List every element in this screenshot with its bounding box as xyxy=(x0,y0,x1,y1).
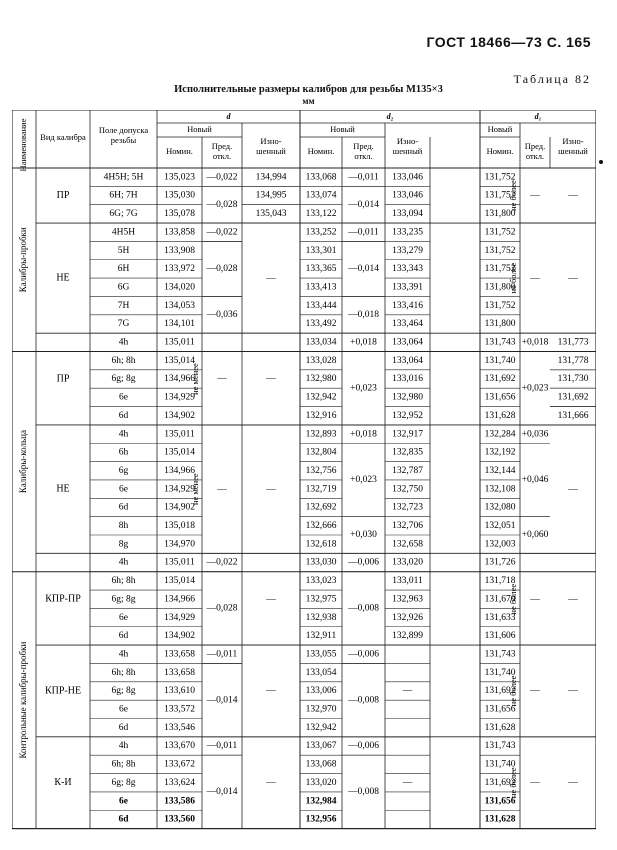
d2-nominal: 132,916 xyxy=(305,410,337,421)
d1-tolerance: +0,060 xyxy=(521,530,549,541)
d1-worn: 131,666 xyxy=(557,410,589,421)
d2-worn: 132,658 xyxy=(392,539,423,550)
d1-nominal: 132,192 xyxy=(484,447,516,458)
d2-nominal: 132,942 xyxy=(305,722,337,733)
d2-nominal: 133,122 xyxy=(305,209,337,220)
d-nominal: 134,929 xyxy=(164,392,195,403)
d2-worn: 132,723 xyxy=(392,502,423,513)
tol-field: 6h; 8h xyxy=(111,576,136,587)
d-tolerance: —0,014 xyxy=(206,695,238,706)
d2-worn: 133,391 xyxy=(392,282,423,293)
d2-nominal: 133,020 xyxy=(305,777,337,788)
d1-nominal: 131,628 xyxy=(484,410,516,421)
header-name: Наименование xyxy=(17,118,28,172)
d2-tolerance: +0,023 xyxy=(350,383,377,394)
tol-field: 6G xyxy=(117,282,130,293)
d2-worn: 132,750 xyxy=(392,484,423,495)
d-tolerance: — xyxy=(217,484,227,495)
d2-worn: 133,064 xyxy=(392,355,423,366)
d1-nominal: 131,606 xyxy=(484,631,516,642)
d1-nominal: 131,628 xyxy=(484,722,516,733)
d1-nominal: 131,692 xyxy=(484,686,516,697)
d1-nominal: 131,743 xyxy=(484,337,516,348)
tol-field: 6h; 8h xyxy=(111,759,136,770)
d1-tolerance: +0,046 xyxy=(521,475,549,486)
d2-nominal: 132,719 xyxy=(305,484,337,495)
d2-tolerance: +0,018 xyxy=(350,429,377,440)
d2-tolerance: +0,018 xyxy=(350,337,377,348)
d-nominal: 133,546 xyxy=(164,722,195,733)
header-tol-field: резьбы xyxy=(110,134,137,145)
d-nominal: 135,011 xyxy=(164,557,195,568)
d-worn: — xyxy=(266,374,276,385)
d2-worn: 132,835 xyxy=(392,447,423,458)
d1-nominal: 131,752 xyxy=(484,264,516,275)
d-nominal: 134,929 xyxy=(164,484,195,495)
tol-field: 6e xyxy=(119,392,128,403)
d2-nominal: 132,666 xyxy=(305,521,337,532)
d2-nominal: 133,067 xyxy=(305,741,337,752)
d1-nominal: 131,743 xyxy=(484,649,516,660)
header-pred: Пред. xyxy=(353,140,374,151)
d2-tolerance: —0,014 xyxy=(348,199,379,210)
d-tolerance: —0,028 xyxy=(206,603,238,614)
d2-nominal: 133,028 xyxy=(305,355,337,366)
d-tolerance: — xyxy=(217,374,227,385)
d-nominal: 134,970 xyxy=(164,539,195,550)
d1-nominal: 131,752 xyxy=(484,172,516,183)
limit-note: не более xyxy=(507,262,518,294)
d-nominal: 134,020 xyxy=(164,282,195,293)
header-worn: шенный xyxy=(256,145,286,156)
d-nominal: 133,624 xyxy=(164,777,195,788)
d2-tolerance: —0,006 xyxy=(348,741,379,752)
d1-nominal: 131,692 xyxy=(484,374,516,385)
d2-tolerance: —0,006 xyxy=(348,557,379,568)
d1-tolerance: — xyxy=(530,594,540,605)
d2-nominal: 133,068 xyxy=(305,172,337,183)
limit-note: не более xyxy=(507,767,518,799)
d2-nominal: 133,068 xyxy=(305,759,337,770)
tol-field: 8h xyxy=(118,521,129,532)
page-header xyxy=(0,0,617,106)
tol-field: 7H xyxy=(117,300,130,311)
d1-nominal: 131,726 xyxy=(484,557,516,568)
d2-worn: 132,787 xyxy=(392,465,423,476)
header-pred: откл. xyxy=(354,150,373,161)
d-nominal: 135,014 xyxy=(164,576,195,587)
d-worn: — xyxy=(266,777,276,788)
header-tol-field: Поле допуска xyxy=(98,124,149,135)
d1-nominal: 131,656 xyxy=(484,392,516,403)
d2-worn: 133,235 xyxy=(392,227,423,238)
d-nominal: 134,902 xyxy=(164,502,195,513)
d2-nominal: 133,413 xyxy=(305,282,337,293)
d1-tolerance: — xyxy=(530,686,540,697)
d1-worn: — xyxy=(568,273,578,284)
d2-nominal: 133,365 xyxy=(305,264,337,275)
header-d: d xyxy=(226,111,231,121)
d2-nominal: 133,444 xyxy=(305,300,337,311)
d-tolerance: —0,028 xyxy=(206,199,238,210)
d1-tolerance: +0,036 xyxy=(521,429,549,440)
kind-label: НЕ xyxy=(56,483,70,495)
d2-tolerance: —0,008 xyxy=(348,695,379,706)
header-worn: Изно- xyxy=(396,135,419,146)
tol-field: 6d xyxy=(118,814,129,825)
limit-note: не менее xyxy=(189,363,200,395)
d2-worn: 133,416 xyxy=(392,300,423,311)
header-d2: d₂ xyxy=(386,111,394,121)
d1-nominal: 132,080 xyxy=(484,502,516,513)
d-nominal: 133,670 xyxy=(164,741,195,752)
header-d1: d₁ xyxy=(534,111,542,121)
d-nominal: 134,966 xyxy=(164,465,195,476)
d-nominal: 133,610 xyxy=(164,686,195,697)
d-worn: 134,994 xyxy=(255,172,287,183)
tol-field: 5H xyxy=(117,245,130,256)
header-worn: шенный xyxy=(558,145,588,156)
d2-tolerance: —0,018 xyxy=(348,309,379,320)
d1-tolerance: — xyxy=(530,273,540,284)
d-nominal: 134,902 xyxy=(164,410,195,421)
tol-field: 6G; 7G xyxy=(109,209,138,220)
d-nominal: 133,658 xyxy=(164,649,195,660)
d1-worn: — xyxy=(568,190,578,201)
d-nominal: 135,011 xyxy=(164,337,195,348)
d-tolerance: —0,036 xyxy=(206,309,238,320)
header-kind: Вид калибра xyxy=(40,131,86,142)
d-worn: — xyxy=(266,594,276,605)
d2-tolerance: —0,006 xyxy=(348,649,379,660)
d-tolerance: —0,028 xyxy=(206,264,238,275)
d1-nominal: 131,752 xyxy=(484,245,516,256)
margin-mark xyxy=(599,160,603,164)
d2-nominal: 132,911 xyxy=(305,631,337,642)
d2-worn: 132,980 xyxy=(392,392,423,403)
header-nom: Номин. xyxy=(486,145,514,156)
d2-nominal: 132,942 xyxy=(305,392,337,403)
d-tolerance: —0,011 xyxy=(206,741,238,752)
d2-nominal: 132,970 xyxy=(305,704,337,715)
d-nominal: 135,030 xyxy=(164,190,195,201)
header-pred: откл. xyxy=(212,150,232,161)
d2-tolerance: —0,014 xyxy=(348,264,379,275)
d-nominal: 133,972 xyxy=(164,264,195,275)
d2-nominal: 132,980 xyxy=(305,374,337,385)
d2-nominal: 133,030 xyxy=(305,557,337,568)
tol-field: 6h; 8h xyxy=(111,667,136,678)
d-tolerance: —0,022 xyxy=(206,557,238,568)
header-nom: Номин. xyxy=(307,145,335,156)
d-tolerance: —0,011 xyxy=(206,649,238,660)
header-new: Новый xyxy=(187,123,212,134)
d2-worn: 133,094 xyxy=(392,209,423,220)
group-label: Калибры-кольца xyxy=(18,430,29,494)
d1-nominal: 131,800 xyxy=(484,209,516,220)
d-nominal: 134,902 xyxy=(164,631,195,642)
tol-field: 6d xyxy=(118,410,129,421)
kind-label: КПР-ПР xyxy=(45,593,81,605)
d1-worn: 131,773 xyxy=(557,337,589,348)
d1-worn: — xyxy=(568,484,578,495)
d-nominal: 135,011 xyxy=(164,429,195,440)
d2-nominal: 132,984 xyxy=(305,796,337,807)
header-worn: шенный xyxy=(392,145,423,156)
header-pred: откл. xyxy=(525,150,545,161)
kind-label: ПР xyxy=(56,189,70,201)
limit-note: не более xyxy=(507,180,518,211)
d2-nominal: 133,252 xyxy=(305,227,337,238)
d2-worn: — xyxy=(402,777,413,788)
tol-field: 4h xyxy=(118,337,129,348)
kind-label: К-И xyxy=(54,777,72,789)
d-worn: 135,043 xyxy=(255,209,287,220)
d2-nominal: 132,756 xyxy=(305,465,337,476)
tol-field: 4h xyxy=(118,649,129,660)
d1-nominal: 132,108 xyxy=(484,484,516,495)
d-nominal: 133,658 xyxy=(164,667,195,678)
standard-reference: ГОСТ 18466—73 С. 165 xyxy=(426,34,591,50)
d2-worn: 133,464 xyxy=(392,319,423,330)
tol-field: 6g; 8g xyxy=(111,777,136,788)
d1-tolerance: +0,018 xyxy=(521,337,549,348)
d1-worn: — xyxy=(568,777,578,788)
header-nom: Номин. xyxy=(166,145,193,156)
d1-nominal: 132,144 xyxy=(484,465,516,476)
header-pred: Пред. xyxy=(211,140,233,151)
d2-nominal: 132,956 xyxy=(305,814,337,825)
d2-worn: 133,046 xyxy=(392,172,423,183)
d1-worn: 131,730 xyxy=(557,374,589,385)
tol-field: 6e xyxy=(119,484,128,495)
d-nominal: 133,560 xyxy=(164,814,195,825)
limit-note: не более xyxy=(507,583,518,615)
kind-label: НЕ xyxy=(56,272,70,284)
d2-tolerance: —0,011 xyxy=(348,227,379,238)
d2-nominal: 133,023 xyxy=(305,576,337,587)
d-nominal: 134,966 xyxy=(164,374,195,385)
d2-worn: 132,899 xyxy=(392,631,423,642)
d-worn: — xyxy=(266,686,276,697)
d2-tolerance: +0,023 xyxy=(350,475,377,486)
tol-field: 6e xyxy=(119,704,128,715)
tol-field: 4h xyxy=(118,741,129,752)
d2-worn: 133,020 xyxy=(392,557,423,568)
d2-tolerance: —0,008 xyxy=(348,603,379,614)
d-nominal: 133,572 xyxy=(164,704,195,715)
d2-worn: 132,706 xyxy=(392,521,423,532)
d2-worn: 132,926 xyxy=(392,612,423,623)
tol-field: 6h xyxy=(118,447,129,458)
d2-tolerance: —0,008 xyxy=(348,787,379,798)
header-worn: Изно- xyxy=(260,135,282,146)
d1-nominal: 131,740 xyxy=(484,667,516,678)
d-nominal: 133,586 xyxy=(164,796,195,807)
d1-worn: 131,692 xyxy=(557,392,589,403)
tol-field: 6e xyxy=(119,612,128,623)
tol-field: 4H5H; 5H xyxy=(103,172,144,183)
d1-nominal: 131,656 xyxy=(484,704,516,715)
d-nominal: 135,023 xyxy=(164,172,195,183)
d-tolerance: —0,014 xyxy=(206,787,238,798)
tol-field: 7G xyxy=(117,319,130,330)
table-title: Исполнительные размеры калибров для резьбы М135×3 xyxy=(174,84,443,95)
table-label: Таблица 82 xyxy=(513,72,591,86)
d1-nominal: 131,743 xyxy=(484,741,516,752)
d1-nominal: 131,800 xyxy=(484,319,516,330)
group-label: Контрольные калибры-пробки xyxy=(18,641,29,759)
d1-nominal: 132,051 xyxy=(484,521,516,532)
d1-worn: — xyxy=(568,686,578,697)
d2-worn: 133,343 xyxy=(392,264,423,275)
d2-nominal: 133,034 xyxy=(305,337,337,348)
d1-nominal: 132,284 xyxy=(484,429,516,440)
d1-worn: 131,778 xyxy=(557,355,589,366)
d-nominal: 134,966 xyxy=(164,594,195,605)
d2-worn: 132,917 xyxy=(392,429,423,440)
tol-field: 4h xyxy=(118,429,129,440)
d2-worn: 133,016 xyxy=(392,374,423,385)
d1-tolerance: +0,023 xyxy=(521,383,549,394)
d-tolerance: —0,022 xyxy=(206,172,238,183)
tol-field: 6d xyxy=(118,502,129,513)
d1-nominal: 131,628 xyxy=(484,814,516,825)
tol-field: 8g xyxy=(118,539,129,550)
d2-worn: 133,064 xyxy=(392,337,423,348)
d2-worn: 133,011 xyxy=(392,576,423,587)
d2-nominal: 132,975 xyxy=(305,594,337,605)
kind-label: КПР-НЕ xyxy=(44,685,82,697)
tol-field: 6h; 8h xyxy=(111,355,136,366)
d2-tolerance: —0,011 xyxy=(348,172,379,183)
d-nominal: 134,101 xyxy=(164,319,195,330)
tol-field: 6H xyxy=(117,264,130,275)
header-pred: Пред. xyxy=(524,140,546,151)
d-nominal: 135,078 xyxy=(164,209,195,220)
d2-worn: 132,963 xyxy=(392,594,423,605)
d2-worn: — xyxy=(402,686,413,697)
d2-worn: 133,279 xyxy=(392,245,423,256)
tol-field: 6d xyxy=(118,631,129,642)
d1-worn: — xyxy=(568,594,578,605)
tol-field: 6g; 8g xyxy=(111,686,136,697)
tol-field: 6d xyxy=(118,722,129,733)
header-new: Новый xyxy=(487,123,513,134)
d2-tolerance: +0,030 xyxy=(350,530,377,541)
gauge-dimensions-table xyxy=(12,110,596,830)
d2-nominal: 133,492 xyxy=(305,319,337,330)
d1-nominal: 131,656 xyxy=(484,796,516,807)
tol-field: 6g; 8g xyxy=(111,594,136,605)
d2-nominal: 132,804 xyxy=(305,447,337,458)
d-nominal: 134,929 xyxy=(164,612,195,623)
limit-note: не более xyxy=(507,675,518,707)
d-nominal: 134,053 xyxy=(164,300,195,311)
d1-nominal: 131,752 xyxy=(484,190,516,201)
d2-nominal: 132,692 xyxy=(305,502,337,513)
d1-nominal: 131,670 xyxy=(484,594,516,605)
d2-worn: 133,046 xyxy=(392,190,423,201)
d-worn: 134,995 xyxy=(255,190,287,201)
limit-note: не менее xyxy=(189,473,200,505)
d1-nominal: 131,692 xyxy=(484,777,516,788)
d2-nominal: 133,006 xyxy=(305,686,337,697)
d2-nominal: 133,301 xyxy=(305,245,337,256)
d-worn: — xyxy=(266,273,276,284)
header-worn: Изно- xyxy=(562,135,584,146)
d2-nominal: 133,054 xyxy=(305,667,337,678)
d1-nominal: 131,752 xyxy=(484,300,516,311)
d2-worn: 132,952 xyxy=(392,410,423,421)
group-label: Калибры-пробки xyxy=(18,227,29,293)
tol-field: 6H; 7H xyxy=(109,190,138,201)
kind-label: ПР xyxy=(56,373,70,385)
d2-nominal: 132,938 xyxy=(305,612,337,623)
tol-field: 4H5H xyxy=(111,227,136,238)
tol-field: 6g; 8g xyxy=(111,374,136,385)
d2-nominal: 133,074 xyxy=(305,190,337,201)
d2-nominal: 133,055 xyxy=(305,649,337,660)
d-nominal: 135,014 xyxy=(164,355,195,366)
header-new: Новый xyxy=(330,123,355,134)
d-nominal: 133,908 xyxy=(164,245,195,256)
tol-field: 6g xyxy=(118,465,129,476)
d-nominal: 135,018 xyxy=(164,521,195,532)
tol-field: 4h xyxy=(118,557,129,568)
d1-nominal: 132,003 xyxy=(484,539,516,550)
d-tolerance: —0,022 xyxy=(206,227,238,238)
d1-tolerance: — xyxy=(530,777,540,788)
d1-nominal: 131,752 xyxy=(484,227,516,238)
d-nominal: 133,672 xyxy=(164,759,195,770)
d1-nominal: 131,718 xyxy=(484,576,516,587)
d-nominal: 135,014 xyxy=(164,447,195,458)
table-unit: мм xyxy=(302,96,315,106)
d1-nominal: 131,740 xyxy=(484,759,516,770)
d1-nominal: 131,633 xyxy=(484,612,516,623)
d1-nominal: 131,800 xyxy=(484,282,516,293)
d2-nominal: 132,893 xyxy=(305,429,337,440)
d1-tolerance: — xyxy=(530,190,540,201)
d-worn: — xyxy=(266,484,276,495)
d2-nominal: 132,618 xyxy=(305,539,337,550)
d-nominal: 133,858 xyxy=(164,227,195,238)
tol-field: 6e xyxy=(119,796,128,807)
d1-nominal: 131,740 xyxy=(484,355,516,366)
